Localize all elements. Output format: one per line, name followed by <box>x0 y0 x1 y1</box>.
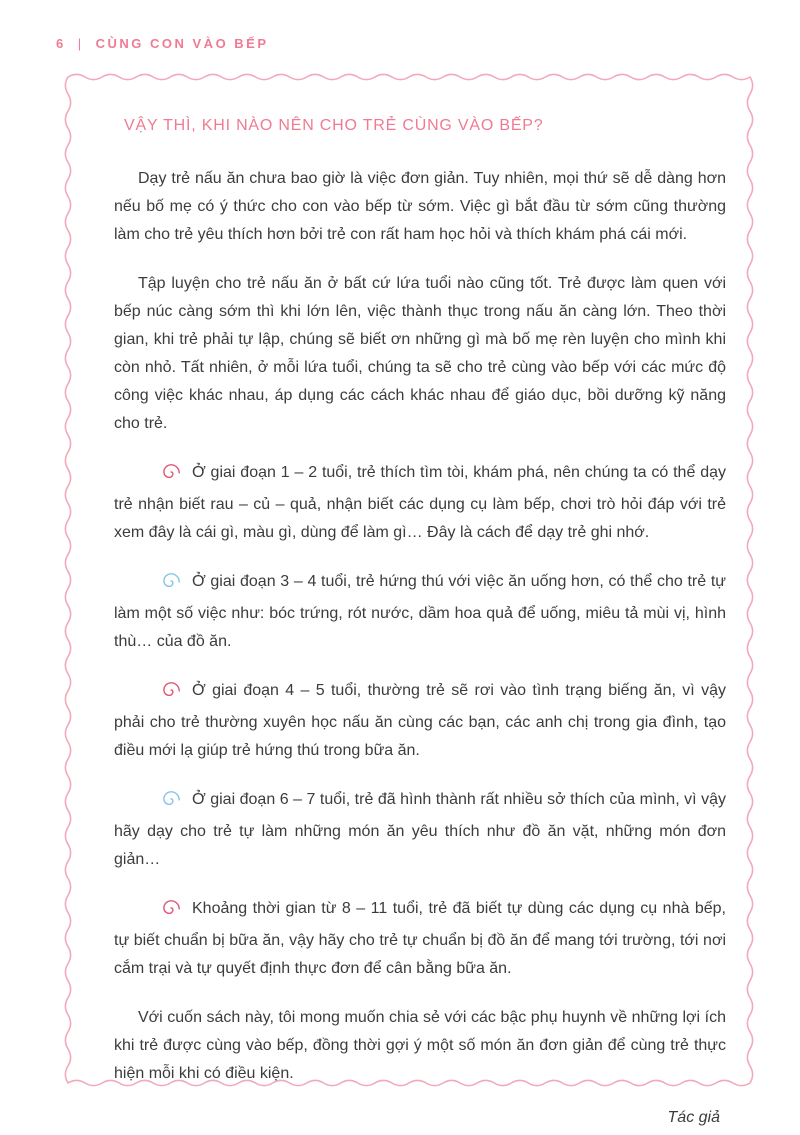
paragraph <box>114 895 726 983</box>
paragraph <box>114 677 726 765</box>
author-signature: Tác giả <box>667 1109 720 1126</box>
paragraph-text: Ở giai đoạn 4 – 5 tuổi, thường trẻ sẽ rơi vào tình trạng biếng ăn, vì vậy phải cho trẻ thường xuyên học nấu ăn cùng các bạn, các anh chị trong gia đình, tạo điều mới lạ giúp trẻ hứng thú trong bữa ăn. <box>114 682 726 759</box>
paragraph-text: Ở giai đoạn 3 – 4 tuổi, trẻ hứng thú với việc ăn uống hơn, có thể cho trẻ tự làm một số việc như: bóc trứng, rót nước, dầm hoa quả để uống, miêu tả mùi vị, hình thù… của đồ ăn. <box>114 573 726 650</box>
paragraph <box>114 786 726 874</box>
yarn-spiral-blue-icon <box>138 790 182 818</box>
paragraph-text: Tập luyện cho trẻ nấu ăn ở bất cứ lứa tuổi nào cũng tốt. Trẻ được làm quen với bếp núc càng sớm thì khi lớn lên, việc thành thục trong nấu ăn càng lớn. Theo thời gian, khi trẻ phải tự lập, chúng sẽ biết ơn những gì mà bố mẹ rèn luyện cho mình khi còn nhỏ. Tất nhiên, ở mỗi lứa tuổi, chúng ta sẽ cho trẻ cùng vào bếp với các mức độ công việc khác nhau, áp dụng các cách khác nhau để giáo dục, bồi dưỡng kỹ năng cho trẻ. <box>114 275 726 432</box>
paragraph <box>114 270 726 438</box>
paragraph <box>114 568 726 656</box>
page-number: 6 <box>56 36 66 51</box>
section-title: VẬY THÌ, KHI NÀO NÊN CHO TRẺ CÙNG VÀO BẾP? <box>124 117 544 134</box>
paragraph-text: Dạy trẻ nấu ăn chưa bao giờ là việc đơn giản. Tuy nhiên, mọi thứ sẽ dễ dàng hơn nếu bố mẹ có ý thức cho con vào bếp từ sớm. Việc gì bắt đầu từ sớm cũng thường làm cho trẻ yêu thích hơn bởi trẻ con rất ham học hỏi và thích khám phá cái mới. <box>114 170 726 243</box>
page-header <box>0 0 800 51</box>
paragraph-text: Với cuốn sách này, tôi mong muốn chia sẻ với các bậc phụ huynh về những lợi ích khi trẻ được cùng vào bếp, đồng thời gợi ý một số món ăn đơn giản để cùng trẻ thực hiện mỗi khi có điều kiện. <box>114 1009 726 1082</box>
paragraph <box>114 1004 726 1088</box>
yarn-spiral-pink-icon <box>138 463 182 491</box>
paragraph-text: Khoảng thời gian từ 8 – 11 tuổi, trẻ đã biết tự dùng các dụng cụ nhà bếp, tự biết chuẩn bị bữa ăn, vậy hãy cho trẻ tự chuẩn bị đồ ăn để mang tới trường, tới nơi cắm trại và tự quyết định thực đơn để cân bằng bữa ăn. <box>114 900 726 977</box>
paragraphs <box>114 165 726 1088</box>
decorative-frame <box>64 73 754 1126</box>
paragraph-text: Ở giai đoạn 6 – 7 tuổi, trẻ đã hình thành rất nhiều sở thích của mình, vì vậy hãy dạy cho trẻ tự làm những món ăn yêu thích như đồ ăn vặt, những món đơn giản… <box>114 791 726 868</box>
paragraph-text: Ở giai đoạn 1 – 2 tuổi, trẻ thích tìm tòi, khám phá, nên chúng ta có thể dạy trẻ nhận biết rau – củ – quả, nhận biết các dụng cụ làm bếp, chơi trò hỏi đáp với trẻ xem đây là cái gì, màu gì, dùng để làm gì… Đây là cách để dạy trẻ ghi nhớ. <box>114 464 726 541</box>
yarn-spiral-pink-icon <box>138 681 182 709</box>
yarn-spiral-pink-icon <box>138 899 182 927</box>
paragraph <box>114 459 726 547</box>
yarn-spiral-blue-icon <box>138 572 182 600</box>
book-title: CÙNG CON VÀO BẾP <box>95 36 269 51</box>
header-separator: | <box>77 36 84 51</box>
paragraph <box>114 165 726 249</box>
page-content <box>64 73 754 1127</box>
